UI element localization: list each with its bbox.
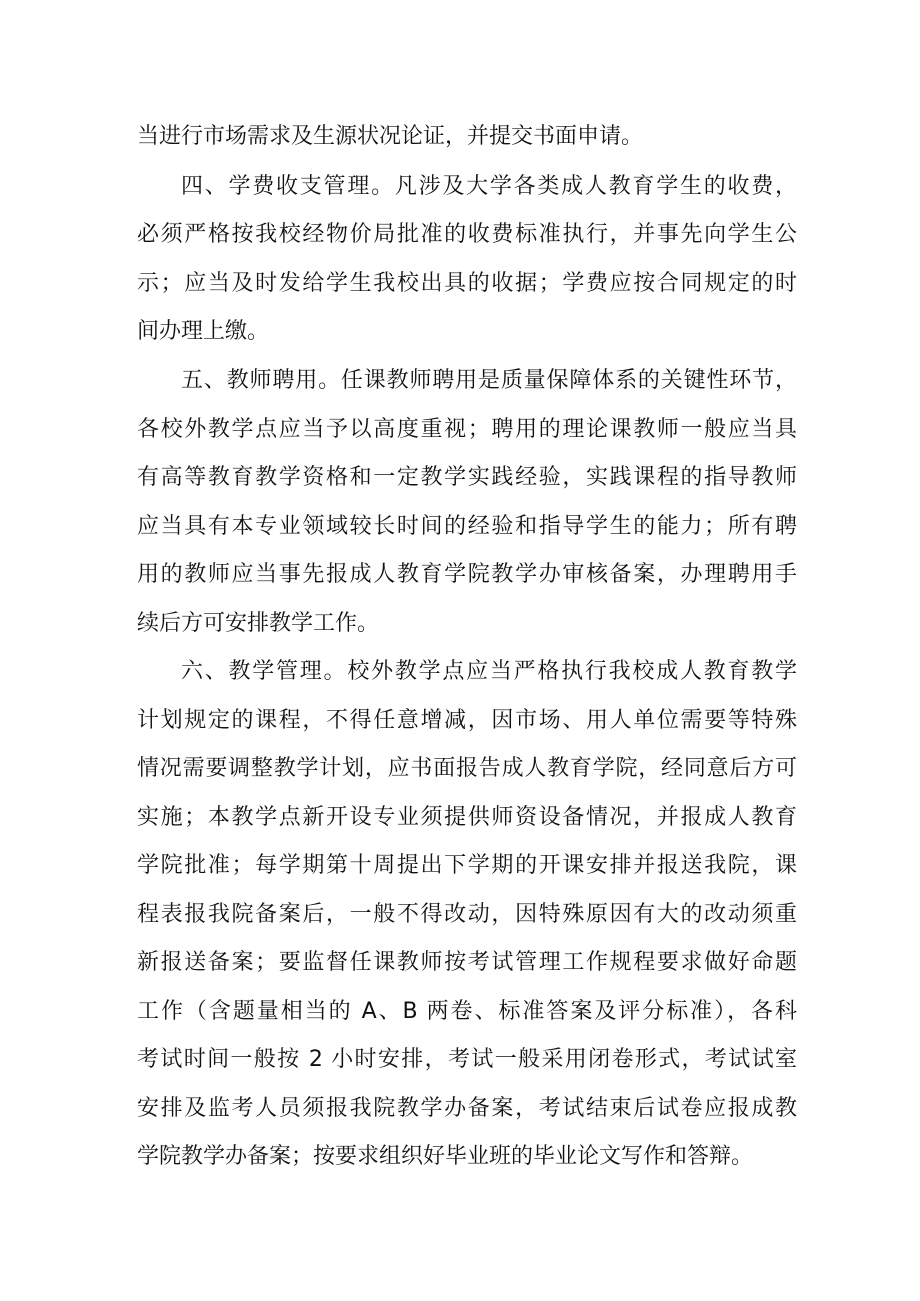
text-line: 学院批准；每学期第十周提出下学期的开课安排并报送我院，课 [137, 853, 797, 878]
text-line: 实施；本教学点新开设专业须提供师资设备情况，并报成人教育 [137, 805, 797, 830]
text-line: 程表报我院备案后，一般不得改动，因特殊原因有大的改动须重 [137, 902, 797, 927]
text-line: 用的教师应当事先报成人教育学院教学办审核备案，办理聘用手 [137, 562, 797, 587]
text-line: 间办理上缴。 [137, 319, 270, 344]
text-line: 考试时间一般按 2 小时安排，考试一般采用闭卷形式，考试试室 [137, 1047, 797, 1072]
text-line: 五、教师聘用。任课教师聘用是质量保障体系的关键性环节， [181, 368, 797, 393]
text-line: 新报送备案；要监督任课教师按考试管理工作规程要求做好命题 [137, 950, 797, 975]
text-line: 各校外教学点应当予以高度重视；聘用的理论课教师一般应当具 [137, 417, 797, 442]
text-line: 安排及监考人员须报我院教学办备案，考试结束后试卷应报成教 [137, 1096, 797, 1121]
text-line: 示；应当及时发给学生我校出具的收据；学费应按合同规定的时 [137, 271, 797, 296]
text-line: 计划规定的课程，不得任意增减，因市场、用人单位需要等特殊 [137, 708, 797, 733]
text-line: 学院教学办备案；按要求组织好毕业班的毕业论文写作和答辩。 [137, 1144, 754, 1169]
text-line: 工作（含题量相当的 A、B 两卷、标准答案及评分标准），各科 [137, 999, 797, 1024]
text-line: 六、教学管理。校外教学点应当严格执行我校成人教育教学 [181, 659, 797, 684]
text-line: 情况需要调整教学计划，应书面报告成人教育学院，经同意后方可 [137, 756, 797, 781]
text-line: 四、学费收支管理。凡涉及大学各类成人教育学生的收费， [181, 174, 797, 199]
text-line: 必须严格按我校经物价局批准的收费标准执行，并事先向学生公 [137, 222, 797, 247]
text-line: 续后方可安排教学工作。 [137, 611, 380, 636]
text-line: 应当具有本专业领域较长时间的经验和指导学生的能力；所有聘 [137, 514, 797, 539]
text-line: 当进行市场需求及生源状况论证，并提交书面申请。 [137, 124, 644, 149]
text-line: 有高等教育教学资格和一定教学实践经验，实践课程的指导教师 [137, 465, 797, 490]
